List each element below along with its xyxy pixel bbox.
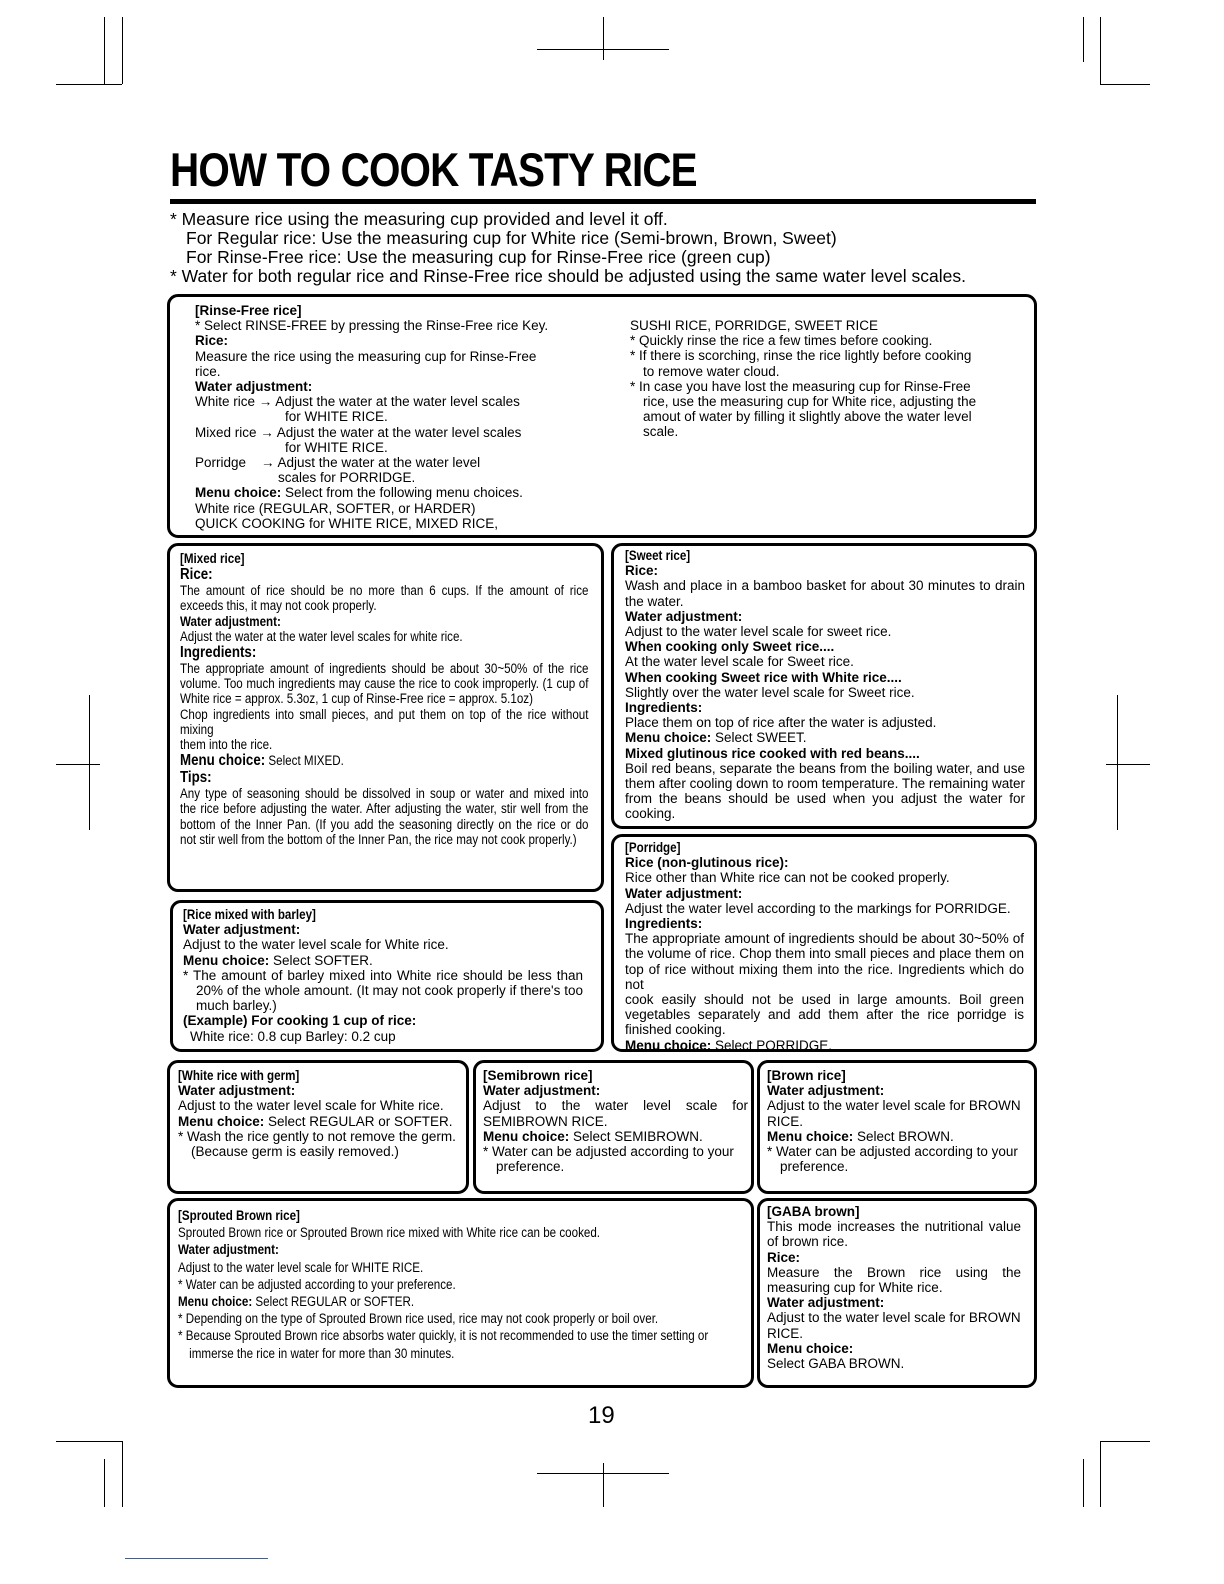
- body-line: The appropriate amount of ingredients should be about 30~50% of the rice: [180, 661, 589, 677]
- intro-line: * Water for both regular rice and Rinse-Free rice should be adjusted using the same water level scales.: [170, 266, 966, 286]
- menu-choice: [178, 1114, 456, 1129]
- body-line: the water.: [625, 593, 684, 609]
- note: * Water can be adjusted according to your: [767, 1144, 1018, 1160]
- section-heading: [Semibrown rice]: [483, 1068, 593, 1083]
- rice-text: rice.: [195, 363, 221, 379]
- menu-label: Menu choice:: [180, 752, 266, 770]
- body-line: Adjust to the water level scale for BROWN: [767, 1098, 1021, 1114]
- body-line: Adjust to the water level scale for sweet rice.: [625, 624, 892, 640]
- section-heading: [Mixed rice]: [180, 551, 245, 566]
- water-label: Water adjustment:: [180, 613, 281, 629]
- water-label: Water adjustment:: [767, 1295, 885, 1311]
- water-white: White rice → Adjust the water at the water level scales: [195, 394, 520, 410]
- note: rice, use the measuring cup for White rice, adjusting the: [643, 394, 977, 410]
- body-line: Slightly over the water level scale for Sweet rice.: [625, 684, 915, 700]
- body-line: Adjust to the water level scale for: [483, 1098, 748, 1114]
- note: * Because Sprouted Brown rice absorbs water quickly, it is not recommended to use the timer setting or: [178, 1328, 709, 1344]
- menu-line: White rice (REGULAR, SOFTER, or HARDER): [195, 500, 476, 516]
- note: immerse the rice in water for more than 30 minutes.: [189, 1345, 455, 1361]
- menu-label: Menu choice:: [625, 1037, 712, 1053]
- subheading: Mixed glutinous rice cooked with red beans....: [625, 745, 920, 761]
- rice-label: Rice:: [195, 333, 229, 349]
- porridge-text: [625, 840, 1024, 1053]
- note: scale.: [643, 424, 679, 440]
- water-label: Water adjustment:: [767, 1083, 885, 1099]
- menu-label: Menu choice:: [183, 952, 270, 968]
- menu-choice: [483, 1129, 748, 1144]
- section-heading: [Sprouted Brown rice]: [178, 1208, 300, 1223]
- menu-label: Menu choice:: [195, 485, 282, 501]
- body-line: bottom of the Inner Pan. (If you add the seasoning directly on the rice or do: [180, 816, 589, 832]
- body-line: them after cooling down to room temperature. The remaining water: [625, 776, 1025, 792]
- body-line: finished cooking.: [625, 1022, 726, 1038]
- water-label: Water adjustment:: [483, 1083, 601, 1099]
- body-line: from the beans should be used when you adjust the water for: [625, 791, 1025, 807]
- body-line: not stir well from the bottom of the Inner Pan, the rice may not cook properly.): [180, 831, 577, 847]
- menu-choice: [178, 1294, 708, 1309]
- title-rule: [170, 199, 1036, 204]
- body-line: Adjust to the water level scale for WHITE RICE.: [178, 1259, 424, 1275]
- note: * Water can be adjusted according to your: [483, 1144, 734, 1160]
- body-line: measuring cup for White rice.: [767, 1280, 943, 1296]
- body-line: Sprouted Brown rice or Sprouted Brown rice mixed with White rice can be cooked.: [178, 1225, 601, 1241]
- water-porridge: scales for PORRIDGE.: [278, 470, 416, 486]
- ingredients-label: Ingredients:: [180, 644, 257, 662]
- body-line: Wash and place in a bamboo basket for about 30 minutes to drain: [625, 578, 1025, 594]
- menu-text: Select REGULAR or SOFTER.: [264, 1113, 453, 1129]
- menu-label: Menu choice:: [483, 1128, 570, 1144]
- water-label: Water adjustment:: [625, 885, 743, 901]
- barley-text: [183, 907, 583, 1044]
- body-line: The amount of rice should be no more than 6 cups. If the amount of rice: [180, 583, 589, 599]
- page-number: 19: [588, 1402, 615, 1429]
- water-label: Water adjustment:: [195, 379, 313, 395]
- note: * Water can be adjusted according to your preference.: [178, 1276, 456, 1292]
- rinse-free-left: [195, 303, 548, 531]
- note: * The amount of barley mixed into White rice should be less than: [183, 967, 583, 983]
- note: * Wash the rice gently to not remove the germ.: [178, 1128, 456, 1144]
- body-line: the volume of rice. Chop them into small pieces and place them on: [625, 946, 1024, 962]
- body-line: White rice = approx. 5.3oz, 1 cup of Rinse-Free rice = approx. 5.1oz): [180, 691, 533, 707]
- body-line: The appropriate amount of ingredients should be about 30~50% of: [625, 931, 1024, 947]
- select-note: * Select RINSE-FREE by pressing the Rinse-Free rice Key.: [195, 318, 549, 334]
- intro-line: For Regular rice: Use the measuring cup for White rice (Semi-brown, Brown, Sweet): [186, 228, 837, 248]
- body-line: Adjust to the water level scale for White rice.: [183, 937, 449, 953]
- body-line: Boil red beans, separate the beans from the boiling water, and use: [625, 760, 1025, 776]
- menu-choice: [767, 1129, 1021, 1144]
- body-line: Any type of seasoning should be dissolved in soup or water and mixed into: [180, 786, 589, 802]
- body-line: RICE.: [767, 1325, 804, 1341]
- body-line: Measure the Brown rice using the: [767, 1264, 1021, 1280]
- water-mixed: Mixed rice → Adjust the water at the water level scales: [195, 424, 522, 440]
- menu-choice: [625, 1038, 1024, 1053]
- brown-text: [767, 1068, 1021, 1174]
- water-label: Water adjustment:: [183, 922, 301, 938]
- body-line: top of rice without mixing them into the rice. Ingredients which do not: [625, 961, 1024, 992]
- body-line: Rice other than White rice can not be cooked properly.: [625, 870, 950, 886]
- body-line: the rice before adjusting the water. After adjusting the water, stir well from the: [180, 801, 589, 817]
- section-heading: [GABA brown]: [767, 1204, 860, 1219]
- rice-label: Rice:: [625, 563, 659, 579]
- menu-text: Select REGULAR or SOFTER.: [252, 1294, 415, 1310]
- rice-label: Rice:: [180, 566, 213, 584]
- body-line: This mode increases the nutritional value: [767, 1219, 1021, 1235]
- note: * In case you have lost the measuring cup for Rinse-Free: [630, 378, 971, 394]
- water-porridge: Porridge → Adjust the water at the water level: [195, 455, 481, 471]
- example-label: (Example) For cooking 1 cup of rice:: [183, 1013, 417, 1029]
- note: 20% of the whole amount. (It may not cook properly if there's too: [196, 983, 583, 999]
- menu-choice: [195, 485, 548, 500]
- page-title: HOW TO COOK TASTY RICE: [170, 143, 697, 196]
- body-line: them into the rice.: [180, 737, 273, 753]
- body-line: Chop ingredients into small pieces, and put them on top of the rice without mixing: [180, 706, 589, 737]
- menu-text: Select PORRIDGE.: [711, 1037, 833, 1053]
- mixed-rice-text: [180, 551, 589, 847]
- rice-label: Rice (non-glutinous rice):: [625, 855, 789, 871]
- water-label: Water adjustment:: [178, 1242, 279, 1258]
- rice-label: Rice:: [767, 1249, 801, 1265]
- germ-text: [178, 1068, 456, 1159]
- note: preference.: [496, 1159, 565, 1175]
- menu-text: Select BROWN.: [853, 1128, 954, 1144]
- body-line: volume. Too much ingredients may cause the rice to cook improperly. (1 cup of: [180, 676, 589, 692]
- menu-label: Menu choice:: [178, 1113, 265, 1129]
- example-text: White rice: 0.8 cup Barley: 0.2 cup: [190, 1028, 396, 1044]
- menu-text: Select SEMIBROWN.: [569, 1128, 703, 1144]
- sprouted-text: [178, 1208, 708, 1361]
- rice-text: Measure the rice using the measuring cup for Rinse-Free: [195, 348, 537, 364]
- subheading: When cooking Sweet rice with White rice....: [625, 669, 902, 685]
- intro-line: For Rinse-Free rice: Use the measuring cup for Rinse-Free rice (green cup): [186, 247, 771, 267]
- menu-choice: [183, 953, 583, 968]
- section-heading: [Porridge]: [625, 840, 681, 855]
- menu-line: SUSHI RICE, PORRIDGE, SWEET RICE: [630, 318, 879, 333]
- section-heading: [Sweet rice]: [625, 548, 691, 563]
- section-heading: [Rinse-Free rice]: [195, 303, 302, 318]
- body-line: Adjust the water at the water level scales for white rice.: [180, 628, 463, 644]
- note: amout of water by filling it slightly above the water level: [643, 409, 972, 425]
- note: (Because germ is easily removed.): [191, 1144, 399, 1160]
- menu-label: Menu choice:: [625, 730, 712, 746]
- body-line: Adjust to the water level scale for White rice.: [178, 1098, 444, 1114]
- body-line: exceeds this, it may not cook properly.: [180, 598, 377, 614]
- water-label: Water adjustment:: [178, 1083, 296, 1099]
- menu-choice: [180, 752, 589, 769]
- gaba-text: [767, 1204, 1021, 1371]
- intro-line: * Measure rice using the measuring cup provided and level it off.: [170, 209, 668, 229]
- intro-notes: [170, 210, 1050, 286]
- menu-text: Select SWEET.: [711, 730, 807, 746]
- menu-text: Select GABA BROWN.: [767, 1356, 905, 1372]
- footer-line: [125, 1558, 268, 1559]
- body-line: Place them on top of rice after the water is adjusted.: [625, 715, 937, 731]
- note: * Depending on the type of Sprouted Brown rice used, rice may not cook properly or boil over.: [178, 1311, 659, 1327]
- menu-choice: [625, 730, 1025, 745]
- menu-text: Select SOFTER.: [269, 952, 373, 968]
- menu-text: Select MIXED.: [265, 753, 344, 769]
- sweet-rice-text: [625, 548, 1025, 822]
- subheading: When cooking only Sweet rice....: [625, 639, 835, 655]
- note: preference.: [780, 1159, 849, 1175]
- menu-line: QUICK COOKING for WHITE RICE, MIXED RICE,: [195, 515, 499, 531]
- note: * If there is scorching, rinse the rice lightly before cooking: [630, 348, 972, 364]
- body-line: cooking.: [625, 806, 676, 822]
- note: much barley.): [196, 998, 277, 1014]
- note: * Quickly rinse the rice a few times before cooking.: [630, 333, 933, 349]
- tips-label: Tips:: [180, 769, 212, 787]
- body-line: Adjust the water level according to the markings for PORRIDGE.: [625, 900, 1011, 916]
- body-line: SEMIBROWN RICE.: [483, 1113, 608, 1129]
- water-label: Water adjustment:: [625, 608, 743, 624]
- body-line: At the water level scale for Sweet rice.: [625, 654, 854, 670]
- ingredients-label: Ingredients:: [625, 700, 703, 716]
- water-white: for WHITE RICE.: [285, 409, 388, 425]
- section-heading: [Rice mixed with barley]: [183, 907, 316, 922]
- ingredients-label: Ingredients:: [625, 916, 703, 932]
- body-line: Adjust to the water level scale for BROWN: [767, 1310, 1021, 1326]
- body-line: cook easily should not be used in large amounts. Boil green: [625, 992, 1024, 1008]
- note: to remove water cloud.: [643, 363, 780, 379]
- rinse-free-right: [630, 318, 976, 440]
- section-heading: [Brown rice]: [767, 1068, 846, 1083]
- semibrown-text: [483, 1068, 748, 1174]
- body-line: of brown rice.: [767, 1234, 849, 1250]
- menu-label: Menu choice:: [767, 1340, 854, 1356]
- menu-label: Menu choice:: [767, 1128, 854, 1144]
- body-line: vegetables separately and add them after the rice porridge is: [625, 1007, 1024, 1023]
- body-line: RICE.: [767, 1113, 804, 1129]
- water-mixed: for WHITE RICE.: [285, 439, 388, 455]
- section-heading: [White rice with germ]: [178, 1068, 300, 1083]
- menu-label: Menu choice:: [178, 1294, 253, 1310]
- menu-text: Select from the following menu choices.: [281, 485, 523, 501]
